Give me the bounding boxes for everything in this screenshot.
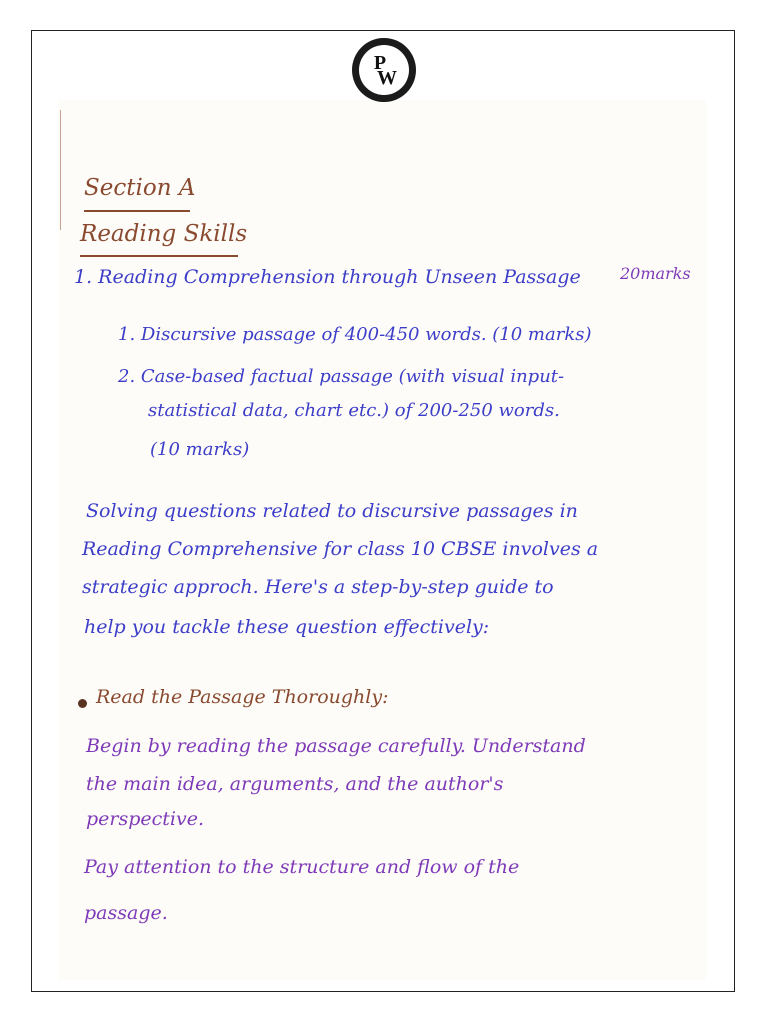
svg-text:W: W	[377, 67, 397, 89]
intro-line-2: Reading Comprehensive for class 10 CBSE involves a	[82, 538, 599, 560]
section-title-underline	[84, 210, 190, 212]
svg-text:P: P	[373, 52, 387, 74]
intro-line-3: strategic approch. Here's a step-by-step guide to	[82, 576, 554, 598]
bullet-heading: Read the Passage Thoroughly:	[96, 686, 389, 708]
margin-line	[60, 110, 61, 230]
subsection-title: Reading Skills	[80, 221, 248, 247]
item1-marks: 20marks	[620, 264, 691, 283]
bullet-body-line-2: the main idea, arguments, and the author's	[86, 773, 504, 795]
bullet-body-line-4: Pay attention to the structure and flow of the	[84, 856, 520, 878]
intro-line-1: Solving questions related to discursive passages in	[86, 500, 578, 522]
bullet-body-line-5: passage.	[84, 902, 168, 924]
pw-logo-icon	[352, 38, 416, 102]
section-title: Section A	[84, 175, 196, 201]
subsection-title-underline	[80, 255, 238, 257]
subitem-2-line-3: (10 marks)	[150, 439, 250, 460]
subitem-2-line-2: statistical data, chart etc.) of 200-250 words.	[148, 400, 560, 421]
item1-text: 1. Reading Comprehension through Unseen Passage	[74, 266, 581, 288]
intro-line-4: help you tackle these question effectively:	[84, 616, 490, 638]
bullet-body-line-1: Begin by reading the passage carefully. Understand	[86, 735, 586, 757]
bullet-body-line-3: perspective.	[86, 808, 205, 830]
subitem-2-line-1: 2. Case-based factual passage (with visual input-	[118, 366, 565, 387]
subitem-1: 1. Discursive passage of 400-450 words. (10 marks)	[118, 324, 592, 345]
bullet-dot-icon	[78, 699, 87, 708]
